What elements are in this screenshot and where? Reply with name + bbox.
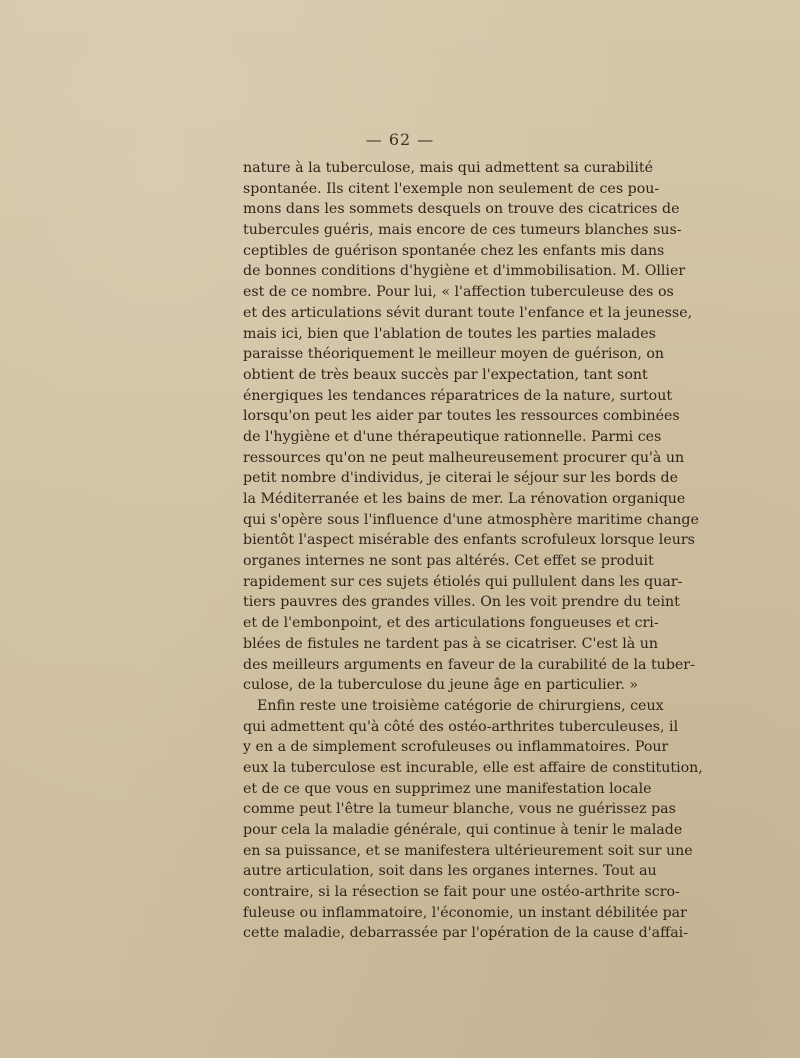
text-line: nature à la tuberculose, mais qui admettent sa curabilité [243,160,653,176]
text-line: fuleuse ou inflammatoire, l'économie, un instant débilitée par [243,904,687,921]
text-line: petit nombre d'individus, je citerai le séjour sur les bords de [243,470,679,487]
text-line: la Méditerranée et les bains de mer. La rénovation organique [243,491,686,507]
text-line: spontanée. Ils citent l'exemple non seulement de ces pou- [243,180,660,197]
text-line: Enfin reste une troisième catégorie de chirurgiens, ceux [257,697,664,714]
text-line: paraisse théoriquement le meilleur moyen de guérison, on [243,346,665,363]
text-line: comme peut l'être la tumeur blanche, vous ne guérissez pas [243,801,676,818]
text-line: des meilleurs arguments en faveur de la curabilité de la tuber- [243,656,695,673]
text-line: ressources qu'on ne peut malheureusement procurer qu'à un [243,449,685,466]
text-line: organes internes ne sont pas altérés. Cet effet se produit [243,553,654,570]
text-line: énergiques les tendances réparatrices de la nature, surtout [243,387,673,404]
text-line: mais ici, bien que l'ablation de toutes les parties malades [243,325,656,342]
text-line: tiers pauvres des grandes villes. On les voit prendre du teint [243,594,680,611]
text-line: cette maladie, debarrassée par l'opération de la cause d'affai- [243,925,688,942]
page-number: — 62 — [365,130,435,149]
body-text [243,158,703,944]
text-line: et des articulations sévit durant toute l'enfance et la jeunesse, [243,304,693,321]
text-line: contraire, si la résection se fait pour une ostéo-arthrite scro- [243,884,680,901]
text-line: autre articulation, soit dans les organes internes. Tout au [243,863,657,880]
text-line: ceptibles de guérison spontanée chez les enfants mis dans [243,242,665,259]
paragraph-1 [243,158,699,696]
text-line: y en a de simplement scrofuleuses ou inflammatoires. Pour [243,739,669,756]
text-line: de l'hygiène et d'une thérapeutique rationnelle. Parmi ces [243,428,662,445]
text-line: culose, de la tuberculose du jeune âge en particulier. » [243,677,639,694]
text-line: rapidement sur ces sujets étiolés qui pullulent dans les quar- [243,573,683,590]
paragraph-2 [243,696,703,944]
text-line: tubercules guéris, mais encore de ces tumeurs blanches sus- [243,222,682,239]
text-line: lorsqu'on peut les aider par toutes les ressources combinées [243,408,680,425]
text-line: de bonnes conditions d'hygiène et d'immobilisation. M. Ollier [243,263,686,280]
text-line: eux la tuberculose est incurable, elle est affaire de constitution, [243,759,703,776]
text-line: mons dans les sommets desquels on trouve des cicatrices de [243,201,680,218]
text-line: en sa puissance, et se manifestera ultérieurement soit sur une [243,842,693,859]
text-line: blées de fistules ne tardent pas à se cicatriser. C'est là un [243,635,659,652]
text-line: et de ce que vous en supprimez une manifestation locale [243,780,652,797]
text-line: obtient de très beaux succès par l'expectation, tant sont [243,366,648,383]
text-line: pour cela la maladie générale, qui continue à tenir le malade [243,822,683,838]
text-line: et de l'embonpoint, et des articulations fongueuses et cri- [243,615,659,632]
text-line: qui admettent qu'à côté des ostéo-arthrites tuberculeuses, il [243,718,679,735]
text-line: est de ce nombre. Pour lui, « l'affection tuberculeuse des os [243,284,674,301]
text-line: bientôt l'aspect misérable des enfants scrofuleux lorsque leurs [243,532,695,549]
text-line: qui s'opère sous l'influence d'une atmosphère maritime change [243,511,699,528]
